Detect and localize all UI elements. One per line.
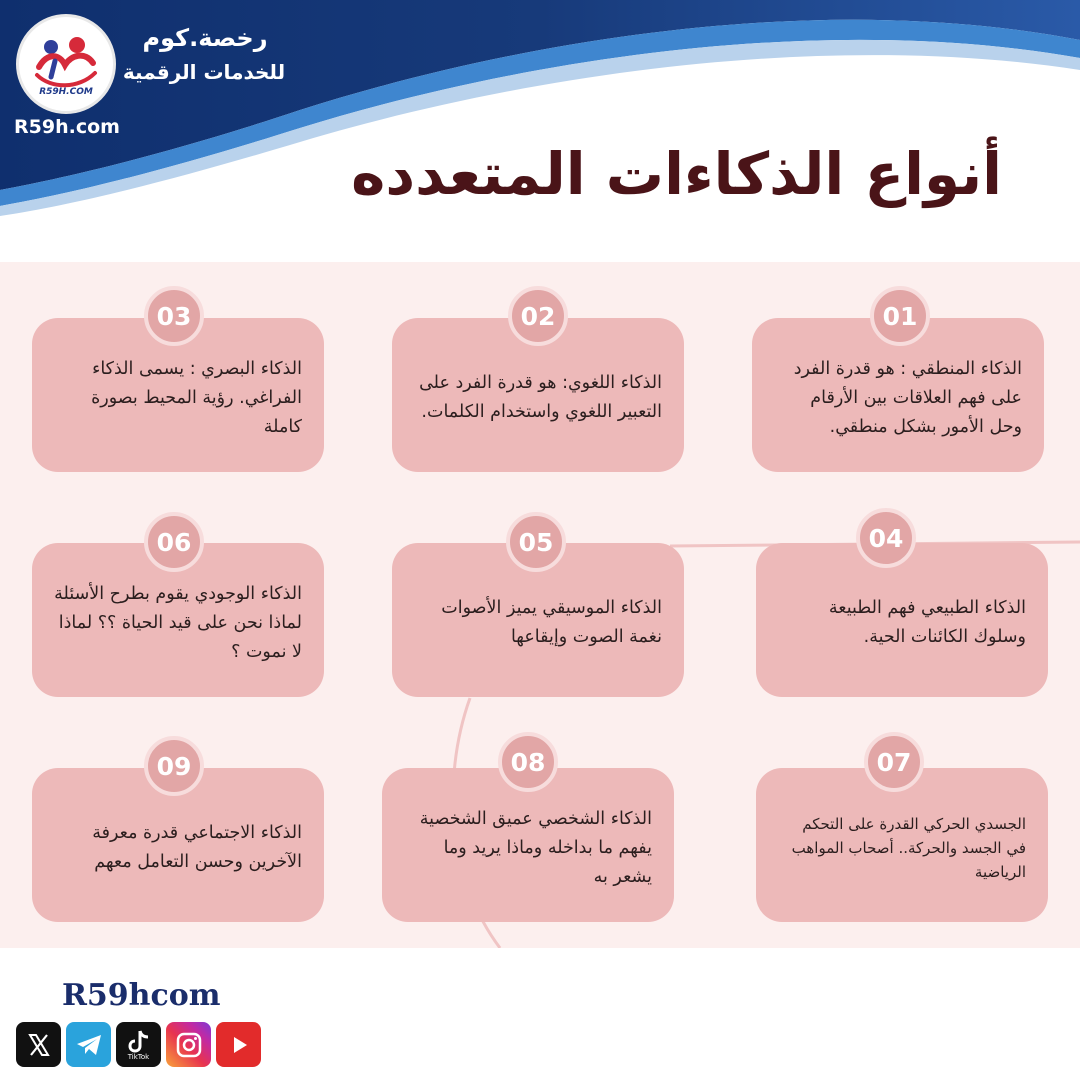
page-title: أنواع الذكاءات المتعدده bbox=[351, 140, 1002, 208]
footer-brand[interactable]: R59hcom bbox=[62, 978, 221, 1013]
logo-text: R59H.COM bbox=[39, 87, 93, 97]
instagram-icon[interactable] bbox=[166, 1022, 211, 1067]
card-number-badge: 05 bbox=[506, 512, 566, 572]
youtube-icon[interactable] bbox=[216, 1022, 261, 1067]
card-text: الذكاء الاجتماعي قدرة معرفة الآخرين وحسن التعامل معهم bbox=[92, 823, 302, 872]
card-number-badge: 07 bbox=[864, 732, 924, 792]
brand-logo[interactable] bbox=[16, 14, 116, 114]
telegram-icon[interactable] bbox=[66, 1022, 111, 1067]
card-text: الذكاء الموسيقي يميز الأصوات نغمة الصوت وإيقاعها bbox=[441, 598, 662, 647]
card-text: الذكاء البصري : يسمى الذكاء الفراغي. رؤية المحيط بصورة كاملة bbox=[91, 358, 302, 437]
logo-emblem-icon bbox=[29, 31, 103, 91]
brand-tagline: للخدمات الرقمية bbox=[122, 60, 286, 84]
card-number-badge: 06 bbox=[144, 512, 204, 572]
card-text: الذكاء الوجودي يقوم بطرح الأسئلة لماذا نحن على قيد الحياة ؟؟ لماذا لا نموت ؟ bbox=[54, 583, 302, 662]
card-number-badge: 09 bbox=[144, 736, 204, 796]
card-number-badge: 01 bbox=[870, 286, 930, 346]
card-04 bbox=[756, 543, 1048, 697]
card-number-badge: 08 bbox=[498, 732, 558, 792]
card-number-badge: 03 bbox=[144, 286, 204, 346]
card-07 bbox=[756, 768, 1048, 922]
brand-name: رخصة.كوم bbox=[142, 24, 268, 52]
tiktok-label: TikTok bbox=[127, 1052, 150, 1061]
card-number-badge: 02 bbox=[508, 286, 568, 346]
social-links bbox=[16, 1022, 261, 1067]
card-text: الذكاء المنطقي : هو قدرة الفرد على فهم العلاقات بين الأرقام وحل الأمور بشكل منطقي. bbox=[793, 358, 1022, 437]
card-text: الجسدي الحركي القدرة على التحكم في الجسد والحركة.. أصحاب المواهب الرياضية bbox=[791, 815, 1026, 881]
card-text: الذكاء الطبيعي فهم الطبيعة وسلوك الكائنات الحية. bbox=[828, 598, 1026, 647]
card-number-badge: 04 bbox=[856, 508, 916, 568]
card-text: الذكاء الشخصي عميق الشخصية يفهم ما بداخله وماذا يريد وما يشعر به bbox=[419, 808, 652, 887]
tiktok-icon[interactable] bbox=[116, 1022, 161, 1067]
brand-domain[interactable]: R59h.com bbox=[14, 116, 120, 138]
card-text: الذكاء اللغوي: هو قدرة الفرد على التعبير اللغوي واستخدام الكلمات. bbox=[419, 373, 662, 422]
x-icon[interactable] bbox=[16, 1022, 61, 1067]
